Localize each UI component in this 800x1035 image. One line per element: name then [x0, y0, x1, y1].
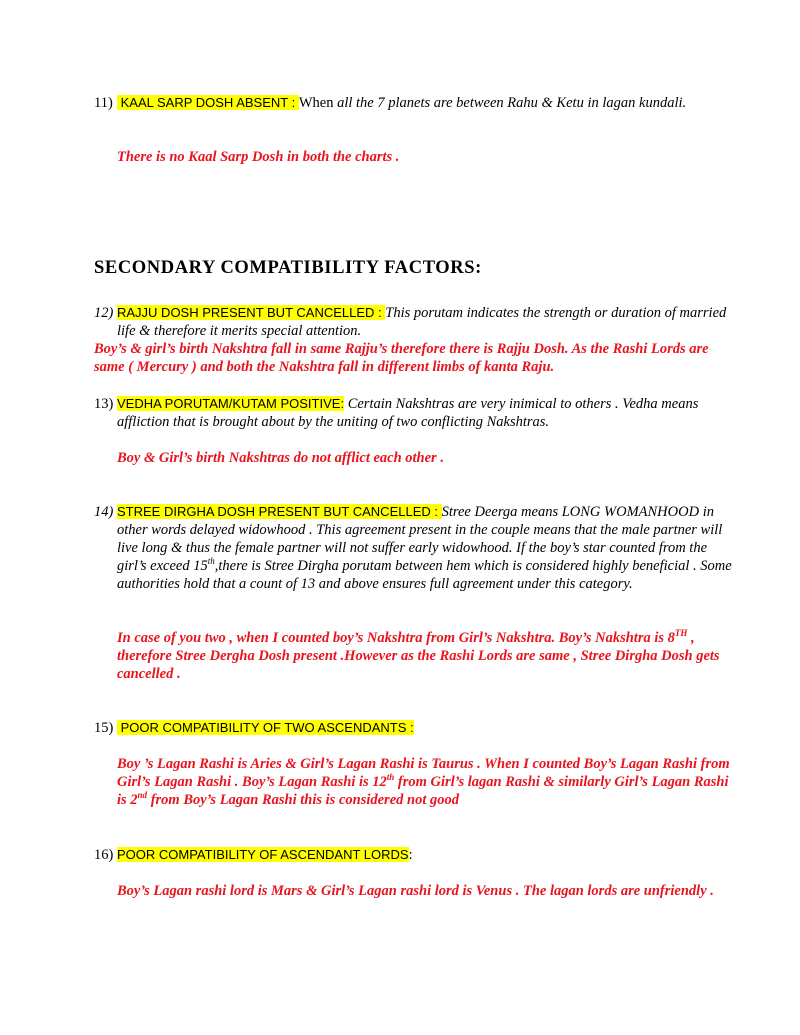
item-title-highlight: KAAL SARP DOSH ABSENT :	[117, 95, 299, 110]
item-number: 15)	[94, 720, 114, 736]
item-12	[94, 304, 737, 340]
item-15	[94, 719, 737, 737]
item-16-result: Boy’s Lagan rashi lord is Mars & Girl’s Lagan rashi lord is Venus . The lagan lords are unfriendly .	[117, 883, 714, 899]
item-title-highlight: RAJJU DOSH PRESENT BUT CANCELLED :	[117, 305, 386, 320]
item-title-colon: :	[408, 847, 413, 863]
item-desc: Certain Nakshtras are very inimical to others . Vedha means affliction that is brought about by the uniting of two conflicting Nakshtras.	[117, 396, 699, 430]
section-heading: SECONDARY COMPATIBILITY FACTORS:	[94, 258, 482, 278]
item-desc: This porutam indicates the strength or duration of married life & therefore it merits special attention.	[117, 305, 727, 339]
item-number: 14)	[94, 504, 114, 520]
item-number: 11)	[94, 95, 113, 111]
item-11	[94, 94, 737, 112]
item-15-result	[94, 755, 737, 809]
item-13	[94, 395, 737, 431]
item-14-result	[94, 629, 737, 683]
result-text-continued: , therefore Stree Dergha Dosh present .However as the Rashi Lords are same , Stree Dirgha Dosh gets cancelled .	[117, 630, 720, 682]
superscript: th	[386, 772, 395, 783]
superscript: TH	[674, 628, 688, 639]
item-13-result: Boy & Girl’s birth Nakshtras do not afflict each other .	[117, 450, 444, 466]
superscript: nd	[137, 790, 148, 801]
item-14	[94, 503, 737, 593]
item-desc: all the 7 planets are between Rahu & Ketu in lagan kundali.	[337, 95, 687, 111]
result-text: In case of you two , when I counted boy’s Nakshtra from Girl’s Nakshtra. Boy’s Nakshtra is 8	[117, 630, 675, 646]
item-title-highlight: VEDHA PORUTAM/KUTAM POSITIVE:	[117, 396, 345, 411]
result-text-continued: from Girl’s lagan Rashi & similarly Girl’s Lagan Rashi is 2	[117, 774, 729, 808]
item-desc: Stree Deerga means LONG WOMANHOOD in other words delayed widowhood . This agreement present in the couple means that the male partner will live long & thus the female partner will not suffer early widowhood. If the boy’s star counted from the girl’s exceed 15	[117, 504, 723, 574]
item-number: 12)	[94, 305, 114, 321]
result-text-end: from Boy’s Lagan Rashi this is considered not good	[147, 792, 459, 808]
item-title-highlight: STREE DIRGHA DOSH PRESENT BUT CANCELLED :	[117, 504, 442, 519]
item-12-result: Boy’s & girl’s birth Nakshtra fall in same Rajju’s therefore there is Rajju Dosh. As the Rashi Lords are same ( Mercury ) and both the Nakshtra fall in different limbs of kanta Raju.	[94, 341, 709, 375]
item-title-highlight: POOR COMPATIBILITY OF ASCENDANT LORDS	[117, 847, 409, 862]
item-16	[94, 846, 737, 864]
result-text: Boy ’s Lagan Rashi is Aries & Girl’s Lagan Rashi is Taurus . When I counted Boy’s Lagan Rashi from Girl’s Lagan Rashi . Boy’s Lagan Rashi is 12	[117, 756, 730, 790]
superscript: th	[207, 556, 215, 567]
item-desc-continued: ,there is Stree Dirgha porutam between hem which is considered highly beneficial . Some authorities hold that a count of 13 and above ensures full agreement under this category.	[117, 558, 732, 592]
item-11-result: There is no Kaal Sarp Dosh in both the charts .	[117, 149, 400, 165]
item-title-highlight: POOR COMPATIBILITY OF TWO ASCENDANTS :	[117, 720, 414, 735]
item-number: 13)	[94, 396, 114, 412]
item-number: 16)	[94, 847, 114, 863]
item-desc-plain: When	[298, 95, 338, 111]
